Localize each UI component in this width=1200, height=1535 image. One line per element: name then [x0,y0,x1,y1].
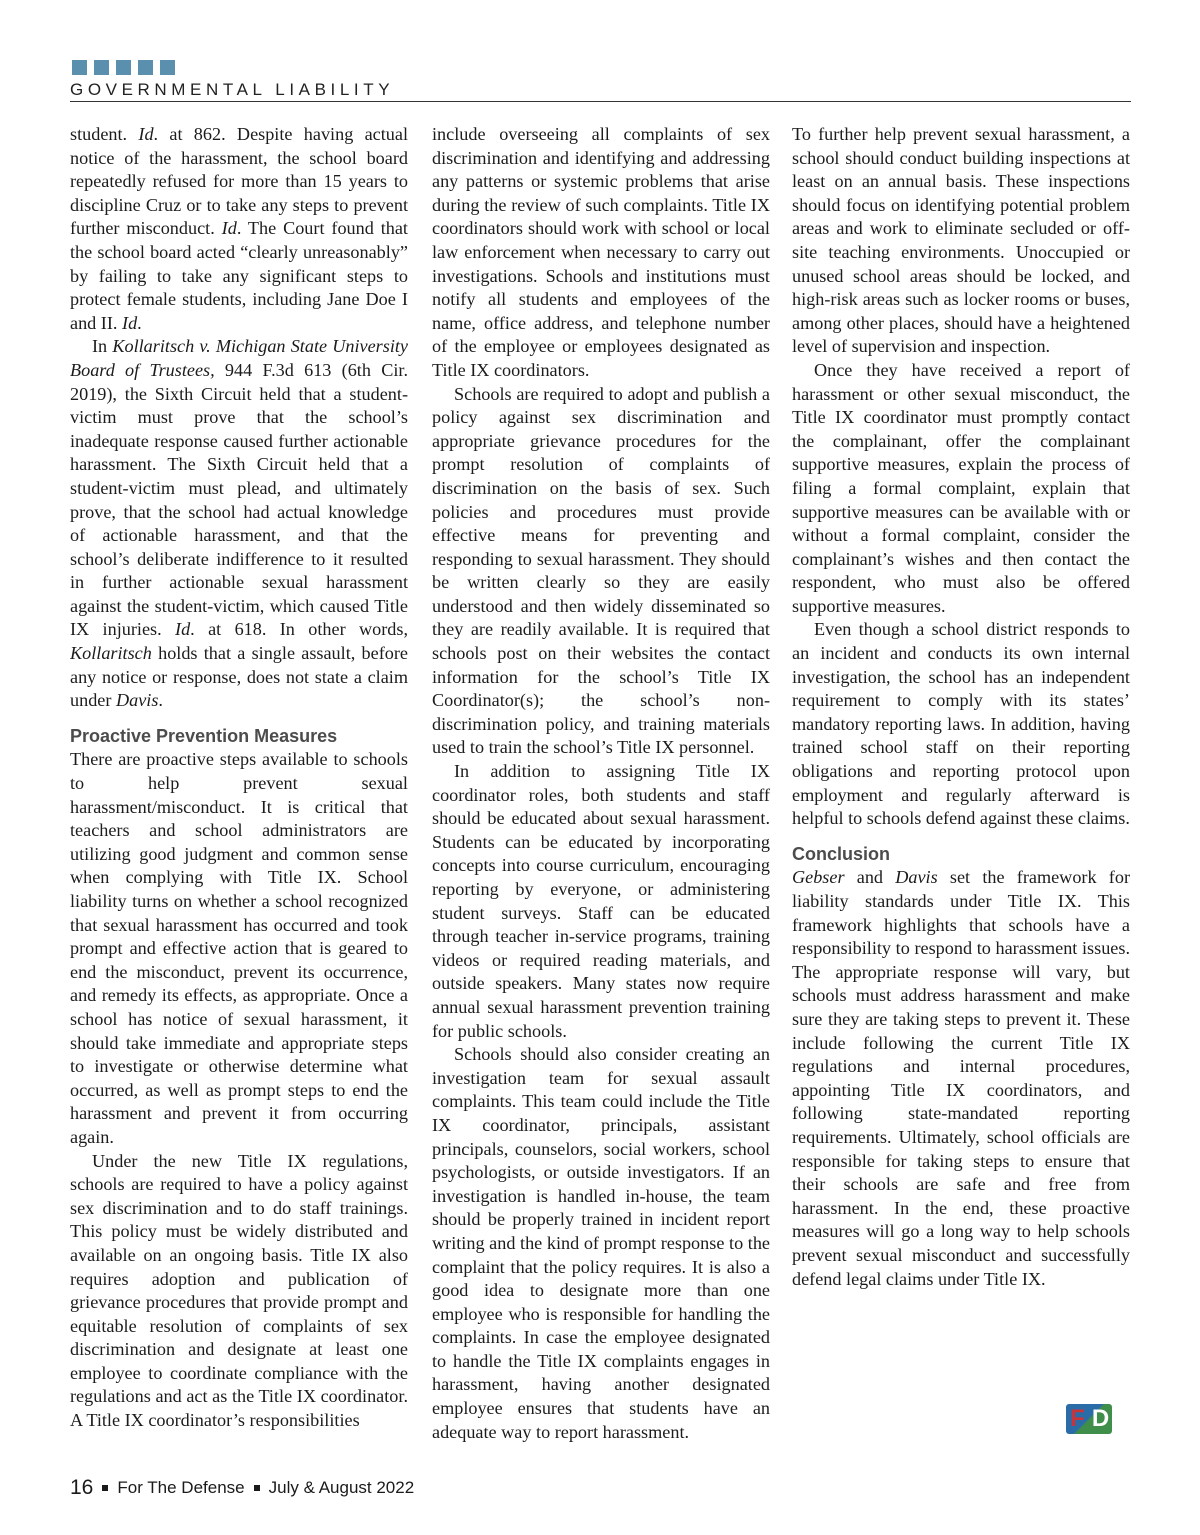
publication-name: For The Defense [117,1478,245,1497]
article-paragraph: Once they have received a report of harassment or other sexual misconduct, the Title IX coordinator must promptly contact the complainant, offer the complainant supportive measures, explain the process of filing a formal complaint, explain that supportive measures can be available with or without a formal complaint, consider the complainant’s wishes and then contact the respondent, who must also be offered supportive measures. [792,359,1130,616]
article-paragraph: Schools are required to adopt and publish a policy against sex discrimination and appropriate grievance procedures for the prompt resolution of complaints of discrimination on the basis of sex. Such policies and procedures must provide effective means for preventing and responding to sexual harassment. They should be written clearly so they are easily understood and then widely disseminated so they are readily available. It is required that schools post on their websites the contact information for the school’s Title IX Coordinator(s); the school’s non-discrimination policy, and training materials used to train the school’s Title IX personnel. [432,383,770,758]
header-square [116,60,131,75]
header-rule [70,101,1131,102]
article-paragraph: student. Id. at 862. Despite having actual notice of the harassment, the school board repeatedly refused for more than 15 years to discipline Cruz or to take any steps to prevent further misconduct. Id. The Court found that the school board acted “clearly unreasonably” by failing to take any significant steps to protect female students, including Jane Doe I and II. Id. [70,124,408,333]
header-square [72,60,87,75]
article-paragraph: Gebser and Davis set the framework for liability standards under Title IX. This framework highlights that schools have a responsibility to respond to harassment issues. The appropriate response will vary, but schools must address harassment and make sure they are taking steps to prevent it. These include following the current Title IX regulations and internal procedures, appointing Title IX coordinators, and following state-mandated reporting requirements. Ultimately, school officials are responsible for taking steps to ensure that their schools are safe and free from harassment. In the end, these proactive measures will go a long way to help schools prevent sexual misconduct and successfully defend legal claims under Title IX. [792,867,1130,1289]
column-3 [792,123,1130,1443]
article-paragraph: Even though a school district responds to an incident and conducts its own internal investigation, the school has an independent requirement to comply with its states’ mandatory reporting laws. In addition, having trained school staff on their reporting obligations and reporting protocol upon employment and regularly afterward is helpful to schools defend against these claims. [792,619,1130,829]
page-number: 16 [70,1476,94,1499]
header-square [160,60,175,75]
column-1 [70,123,408,1443]
article-paragraph: To further help prevent sexual harassment, a school should conduct building inspections at least on an annual basis. These inspections should focus on identifying potential problem areas and work to eliminate secluded or off-site teaching environments. Unoccupied or unused school areas should be locked, and high-risk areas such as locker rooms or buses, among other places, should have a heightened level of supervision and inspection. [792,124,1130,357]
section-heading-conclusion: Conclusion [792,843,890,864]
article-paragraph: In Kollaritsch v. Michigan State University Board of Trustees, 944 F.3d 613 (6th Cir. 2019), the Sixth Circuit held that a student-victim must prove that the school’s inadequate response caused further actionable harassment. The Sixth Circuit held that a student-victim must plead, and ultimately prove, that the school had actual knowledge of actionable harassment, and that the school’s deliberate indifference to it resulted in further actionable sexual harassment against the student-victim, which caused Title IX injuries. Id. at 618. In other words, Kollaritsch holds that a single assault, before any notice or response, does not state a claim under Davis. [70,336,408,711]
header-square [138,60,153,75]
logo-letter: F [1070,1405,1085,1432]
header-square [94,60,109,75]
article-paragraph: Under the new Title IX regulations, schools are required to have a policy against sex discrimination and to do staff trainings. This policy must be widely distributed and available on an ongoing basis. Title IX also requires adoption and publication of grievance procedures that provide prompt and equitable resolution of complaints of sex discrimination and designate at least one employee to coordinate compliance with the regulations and act as the Title IX coordinator. A Title IX coordinator’s responsibilities [70,1150,408,1431]
issue-date: July & August 2022 [268,1478,415,1497]
footer-separator [102,1485,108,1491]
header-squares [72,60,175,75]
logo-letter: D [1091,1405,1110,1432]
article-paragraph: In addition to assigning Title IX coordinator roles, both students and staff should be educated about sexual harassment. Students can be educated by incorporating concepts into course curriculum, encouraging reporting by everyone, or administering student surveys. Staff can be educated through teacher in-service programs, training videos or required reading materials, and outside speakers. Many states now require annual sexual harassment prevention training for public schools. [432,761,770,1041]
page-footer [70,1476,414,1500]
column-2 [432,123,770,1443]
article-paragraph: include overseeing all complaints of sex discrimination and identifying and addressing any patterns or systemic problems that arise during the review of such complaints. Title IX coordinators should work with school or local law enforcement when necessary to carry out investigations. Schools and institutions must notify all students and employees of the name, office address, and telephone number of the employee or employees designated as Title IX coordinators. [432,124,770,380]
section-title: GOVERNMENTAL LIABILITY [70,80,395,99]
footer-separator [254,1485,260,1491]
section-heading-proactive: Proactive Prevention Measures [70,725,338,746]
article-paragraph: There are proactive steps available to schools to help prevent sexual harassment/misconduct. It is critical that teachers and school administrators are utilizing good judgment and common sense when complying with Title IX. School liability turns on whether a school recognized that sexual harassment has occurred and took prompt and effective action that is geared to end the misconduct, prevent its occurrence, and remedy its effects, as appropriate. Once a school has notice of sexual harassment, it should take immediate and appropriate steps to investigate or otherwise determine what occurred, as well as prompt steps to end the harassment and prevent it from occurring again. [70,749,408,1147]
article-paragraph: Schools should also consider creating an investigation team for sexual assault complaints. This team could include the Title IX coordinator, principals, assistant principals, counselors, social workers, school psychologists, or outside investigators. If an investigation is handled in-house, the team should be properly trained in incident report writing and the kind of prompt response to the complaint that the policy requires. It is also a good idea to designate more than one employee who is responsible for handling the complaints. In case the employee designated to handle the Title IX complaints engages in harassment, having another designated employee ensures that students have an adequate way to report harassment. [432,1044,770,1442]
fdt-logo [1066,1404,1112,1434]
